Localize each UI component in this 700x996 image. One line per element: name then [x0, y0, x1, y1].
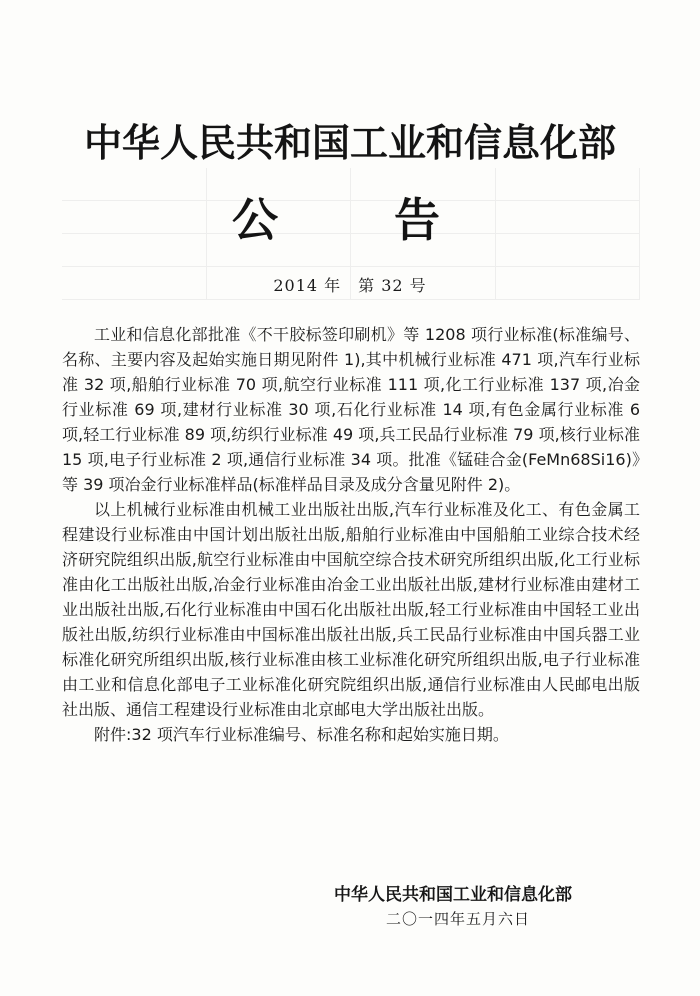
body-paragraph-2: 以上机械行业标准由机械工业出版社出版,汽车行业标准及化工、有色金属工程建设行业标准由中国计划出版社出版,船舶行业标准由中国船舶工业综合技术经济研究院组织出版,航空行业标准由中国航空综合技术研究所组织出版,化工行业标准由化工出版社出版,冶金行业标准由冶金工业出版社出版,建材行业标准由建材工业出版社出版,石化行业标准由中国石化出版社出版,轻工行业标准由中国轻工业出版社出版,纺织行业标准由中国标准出版社出版,兵工民品行业标准由中国兵器工业标准化研究所组织出版,核行业标准由核工业标准化研究所组织出版,电子行业标准由工业和信息化部电子工业标准化研究院组织出版,通信行业标准由人民邮电出版社出版、通信工程建设行业标准由北京邮电大学出版社出版。: [62, 500, 640, 719]
document-number: 2014 年 第 32 号: [273, 276, 427, 295]
attachment-note: 附件:32 项汽车行业标准编号、标准名称和起始实施日期。: [94, 725, 509, 744]
notice-body: [62, 322, 640, 747]
body-paragraph-1: 工业和信息化部批准《不干胶标签印刷机》等 1208 项行业标准(标准编号、名称、主要内容及起始实施日期见附件 1),其中机械行业标准 471 项,汽车行业标准 32 项,船舶行业标准 70 项,航空行业标准 111 项,化工行业标准 137 项,冶金行业标准 69 项,建材行业标准 30 项,石化行业标准 14 项,有色金属行业标准 6 项,轻工行业标准 89 项,纺织行业标准 49 项,兵工民品行业标准 79 项,核行业标准 15 项,电子行业标准 2 项,通信行业标准 34 项。批准《锰硅合金(FeMn68Si16)》等 39 项冶金行业标准样品(标准样品目录及成分含量见附件 2)。: [62, 325, 640, 494]
notice-title-char-1: 公: [232, 193, 278, 247]
ministry-title: 中华人民共和国工业和信息化部: [83, 120, 616, 165]
notice-title-char-2: 告: [394, 193, 440, 247]
issuer-signature: 中华人民共和国工业和信息化部: [334, 885, 572, 905]
issue-date: 二〇一四年五月六日: [385, 910, 530, 928]
